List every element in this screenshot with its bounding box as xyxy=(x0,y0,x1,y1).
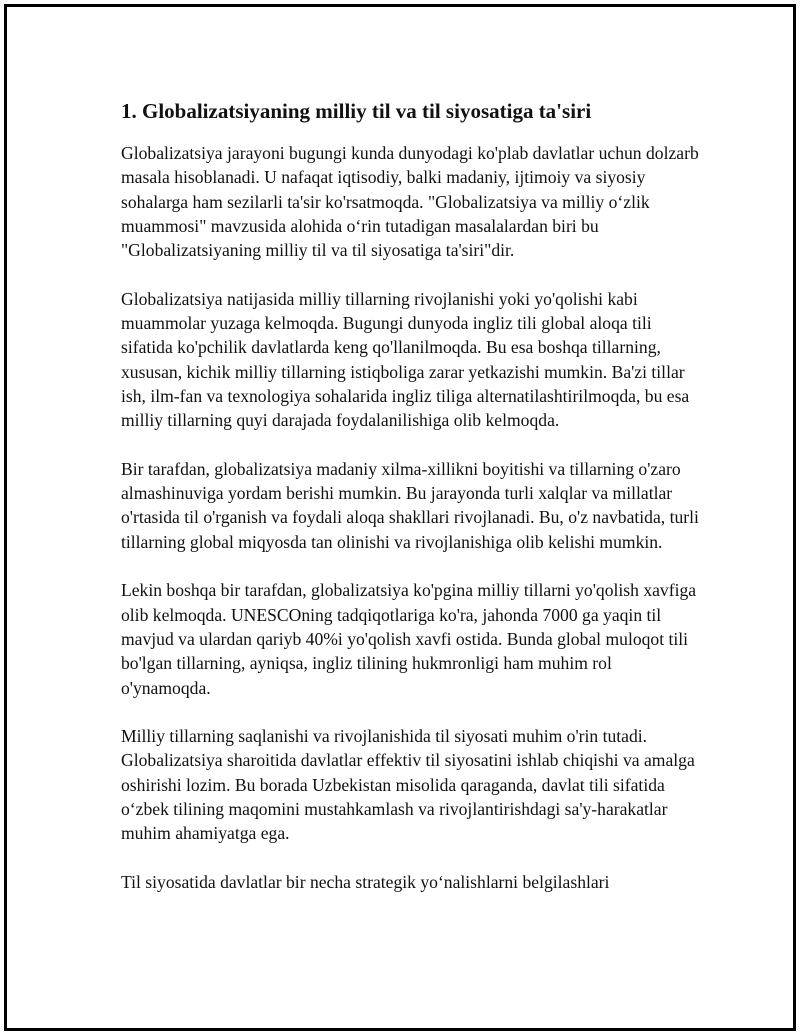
section-heading: 1. Globalizatsiyaning milliy til va til siyosatiga ta'siri xyxy=(121,99,592,123)
page-frame xyxy=(4,4,796,1031)
paragraph-4: Lekin boshqa bir tarafdan, globalizatsiya ko'pgina milliy tillarni yo'qolish xavfiga olib kelmoqda. UNESCOning tadqiqotlariga ko'ra, jahonda 7000 ga yaqin til mavjud va ulardan qariyb 40%i yo'qolish xavfi ostida. Bunda global muloqot tili bo'lgan tillarning, ayniqsa, ingliz tilining hukmronligi ham muhim rol o'ynamoqda. xyxy=(121,580,697,698)
document-body xyxy=(121,97,701,919)
paragraph-2: Globalizatsiya natijasida milliy tillarning rivojlanishi yoki yo'qolishi kabi muammolar yuzaga kelmoqda. Bugungi dunyoda ingliz tili global aloqa tili sifatida ko'pchilik davlatlarda keng qo'llanilmoqda. Bu esa boshqa tillarning, xususan, kichik milliy tillarning istiqboliga zarar yetkazishi mumkin. Ba'zi tillar ish, ilm-fan va texnologiya sohalarida ingliz tiliga alternatilashtirilmoqda, bu esa milliy tillarning quyi darajada foydalanilishiga olib kelmoqda. xyxy=(121,288,690,431)
paragraph-6: Til siyosatida davlatlar bir necha strategik yo‘nalishlarni belgilashlari xyxy=(121,871,610,892)
paragraph-1: Globalizatsiya jarayoni bugungi kunda dunyodagi ko'plab davlatlar uchun dolzarb masala hisoblanadi. U nafaqat iqtisodiy, balki madaniy, ijtimoiy va siyosiy sohalarga ham sezilarli ta'sir ko'rsatmoqda. "Globalizatsiya va milliy o‘zlik muammosi" mavzusida alohida o‘rin tutadigan masalalardan biri bu "Globalizatsiyaning milliy til va til siyosatiga ta'siri"dir. xyxy=(121,143,699,261)
paragraph-3: Bir tarafdan, globalizatsiya madaniy xilma-xillikni boyitishi va tillarning o'zaro almashinuviga yordam berishi mumkin. Bu jarayonda turli xalqlar va millatlar o'rtasida til o'rganish va foydali aloqa shakllari rivojlanadi. Bu, o'z navbatida, turli tillarning global miqyosda tan olinishi va rivojlanishiga olib kelishi mumkin. xyxy=(121,458,699,552)
paragraph-5: Milliy tillarning saqlanishi va rivojlanishida til siyosati muhim o'rin tutadi. Globalizatsiya sharoitida davlatlar effektiv til siyosatini ishlab chiqishi va amalga oshirishi lozim. Bu borada Uzbekistan misolida qaraganda, davlat tili sifatida o‘zbek tilining maqomini mustahkamlash va rivojlantirishdagi sa'y-harakatlar muhim ahamiyatga ega. xyxy=(121,726,695,844)
